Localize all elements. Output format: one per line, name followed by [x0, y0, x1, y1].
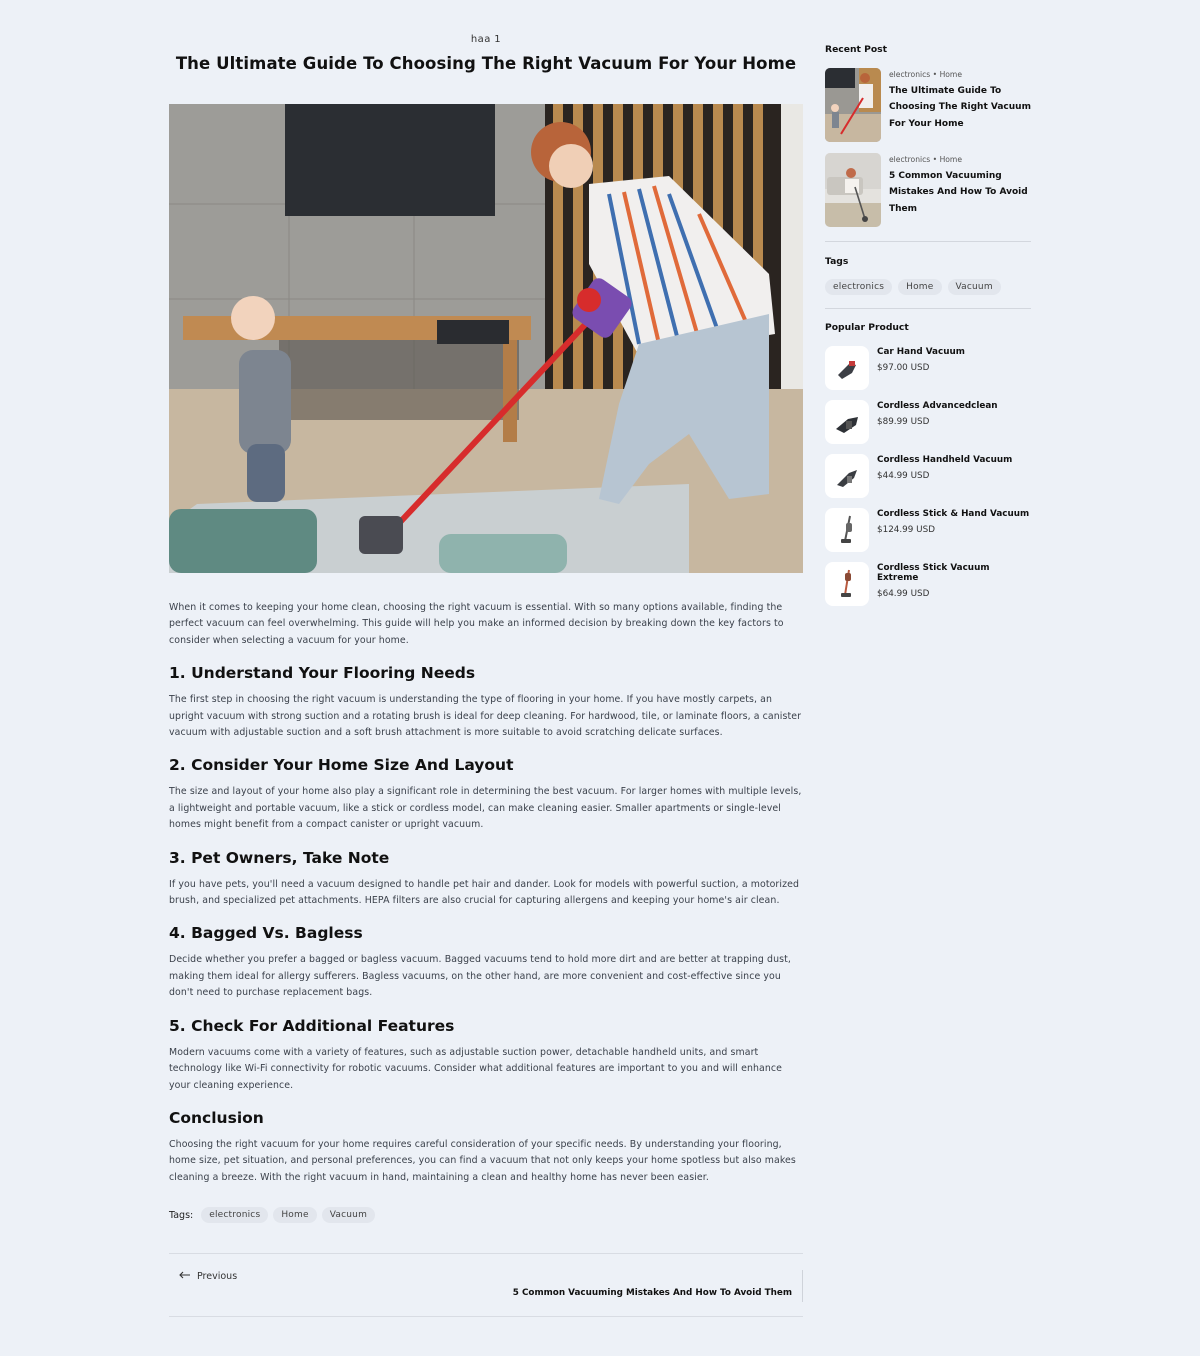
tag-home[interactable]: Home — [898, 279, 941, 295]
article-body — [169, 600, 803, 1186]
tag-electronics[interactable]: electronics — [825, 279, 892, 295]
product-price: $124.99 USD — [877, 525, 935, 535]
recent-post-item[interactable] — [825, 153, 1031, 233]
section-heading: 5. Check For Additional Features — [169, 1016, 455, 1035]
post-navigation — [169, 1253, 803, 1317]
section-paragraph: If you have pets, you'll need a vacuum designed to handle pet hair and dander. Look for models with powerful suction, a motorized brush, and specialized pet attachments. HEPA filters are also crucial for capturing allergens and keeping your home's air clean. — [169, 878, 800, 907]
recent-post-heading: Recent Post — [825, 44, 888, 55]
product-name[interactable]: Cordless Handheld Vacuum — [877, 455, 1013, 465]
section-paragraph: Choosing the right vacuum for your home requires careful consideration of your specific needs. By understanding your flooring, home size, pet situation, and personal preferences, you can find a vacuum that not only keeps your home spotless but also makes cleaning a breeze. With the right vacuum in hand, maintaining a clean and healthy home has never been easier. — [169, 1138, 796, 1183]
product-name[interactable]: Cordless Stick & Hand Vacuum — [877, 509, 1030, 519]
product-price: $64.99 USD — [877, 589, 930, 599]
product-item[interactable] — [825, 346, 1031, 400]
section-paragraph: Decide whether you prefer a bagged or bagless vacuum. Bagged vacuums tend to hold more dirt and are better at trapping dust, making them ideal for allergy sufferers. Bagless vacuums, on the other hand, are more convenient and cost-effective since you don't need to purchase replacement bags. — [169, 954, 791, 999]
nav-divider — [802, 1270, 803, 1302]
post-author[interactable]: haa 1 — [470, 34, 502, 45]
article-main — [169, 0, 803, 1298]
product-image[interactable] — [825, 508, 869, 552]
product-image[interactable] — [825, 562, 869, 606]
section-paragraph: Modern vacuums come with a variety of features, such as adjustable suction power, detachable handheld units, and smart technology like Wi-Fi connectivity for robotic vacuums. Consider what additional features are important to you and will enhance your cleaning experience. — [169, 1046, 783, 1091]
tags-label: Tags: — [169, 1209, 194, 1221]
section-heading: 3. Pet Owners, Take Note — [169, 848, 390, 867]
product-image[interactable] — [825, 454, 869, 498]
product-item[interactable] — [825, 562, 1031, 616]
product-name[interactable]: Cordless Stick Vacuum Extreme — [877, 563, 990, 583]
section-heading: Conclusion — [169, 1108, 264, 1127]
sidebar — [825, 0, 1031, 616]
product-image[interactable] — [825, 400, 869, 444]
recent-post-meta: electronics • Home — [889, 70, 962, 79]
tag-vacuum[interactable]: Vacuum — [322, 1207, 375, 1223]
product-item[interactable] — [825, 454, 1031, 508]
section-heading: 2. Consider Your Home Size And Layout — [169, 756, 514, 775]
tag-home[interactable]: Home — [273, 1207, 316, 1223]
previous-label: Previous — [197, 1271, 238, 1282]
recent-post-title[interactable]: The Ultimate Guide To Choosing The Right Vacuum For Your Home — [889, 86, 1031, 129]
hero-image — [169, 104, 803, 573]
previous-post-link[interactable] — [179, 1271, 237, 1282]
sidebar-tags — [825, 279, 1031, 295]
product-list — [825, 346, 1031, 616]
next-post-link[interactable]: 5 Common Vacuuming Mistakes And How To Avoid Them — [512, 1288, 792, 1298]
section-paragraph: The first step in choosing the right vacuum is understanding the type of flooring in your home. If you have mostly carpets, an upright vacuum with strong suction and a rotating brush is ideal for deep cleaning. For hardwood, tile, or laminate floors, a canister vacuum with adjustable suction and a soft brush attachment is more suitable to avoid scratching delicate surfaces. — [169, 694, 802, 739]
post-title: The Ultimate Guide To Choosing The Right Vacuum For Your Home — [175, 54, 797, 73]
recent-post-meta: electronics • Home — [889, 155, 962, 164]
product-image[interactable] — [825, 346, 869, 390]
tags-heading: Tags — [825, 256, 849, 267]
arrow-left-icon — [179, 1271, 191, 1282]
product-name[interactable]: Car Hand Vacuum — [877, 347, 965, 357]
section-heading: 4. Bagged Vs. Bagless — [169, 924, 363, 943]
sidebar-divider — [825, 308, 1031, 309]
tag-vacuum[interactable]: Vacuum — [948, 279, 1001, 295]
recent-post-item[interactable] — [825, 68, 1031, 148]
recent-post-thumbnail[interactable] — [825, 153, 881, 227]
product-item[interactable] — [825, 508, 1031, 562]
section-paragraph: The size and layout of your home also play a significant role in determining the best vacuum. For larger homes with multiple levels, a lightweight and portable vacuum, like a stick or cordless model, can make cleaning easier. Smaller apartments or single-level homes might benefit from a compact canister or upright vacuum. — [169, 786, 802, 831]
tag-electronics[interactable]: electronics — [201, 1207, 268, 1223]
product-price: $97.00 USD — [877, 363, 930, 373]
post-tags — [169, 1207, 375, 1223]
popular-product-heading: Popular Product — [825, 322, 909, 333]
sidebar-divider — [825, 241, 1031, 242]
product-price: $89.99 USD — [877, 417, 930, 427]
product-price: $44.99 USD — [877, 471, 930, 481]
intro-paragraph: When it comes to keeping your home clean, choosing the right vacuum is essential. With so many options available, finding the perfect vacuum can feel overwhelming. This guide will help you make an informed decision by breaking down the key factors to consider when selecting a vacuum for your home. — [169, 602, 784, 646]
recent-post-thumbnail[interactable] — [825, 68, 881, 142]
section-heading: 1. Understand Your Flooring Needs — [169, 664, 476, 683]
product-item[interactable] — [825, 400, 1031, 454]
product-name[interactable]: Cordless Advancedclean — [877, 401, 998, 411]
recent-post-title[interactable]: 5 Common Vacuuming Mistakes And How To Avoid Them — [889, 171, 1028, 214]
